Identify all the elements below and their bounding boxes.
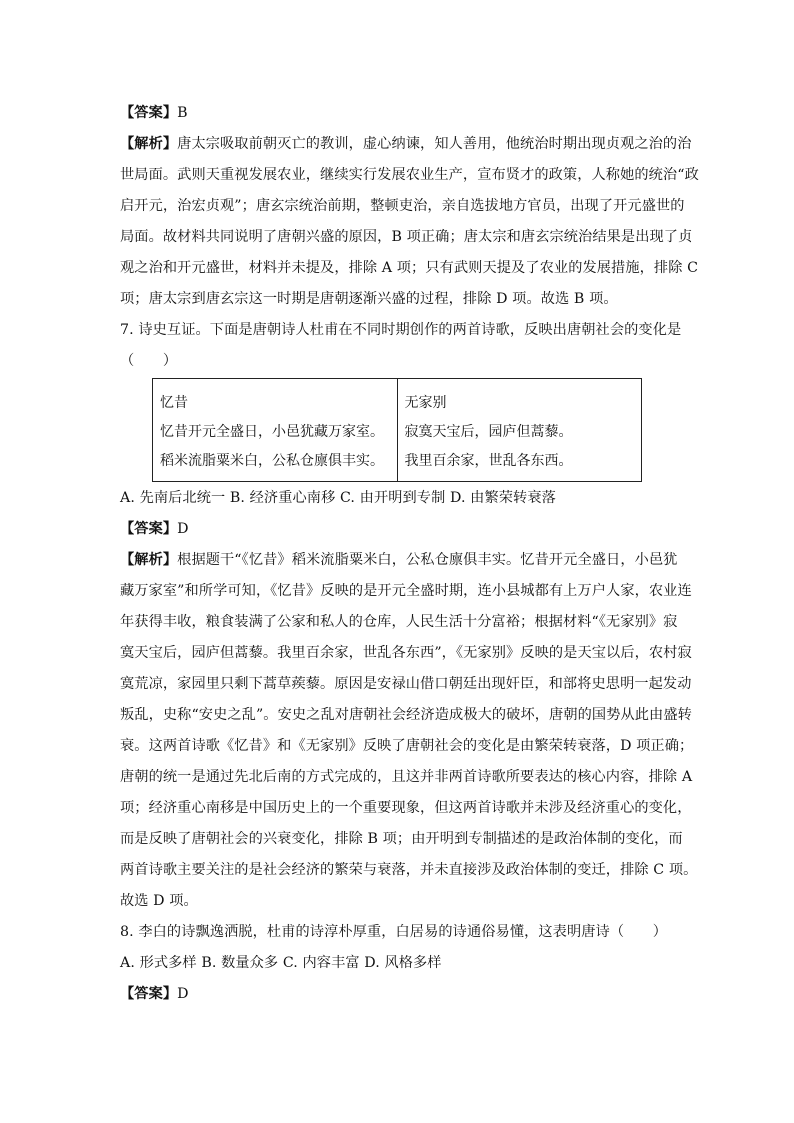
text-line: 寞天宝后，园庐但蒿藜。我里百余家，世乱各东西”，《无家别》反映的是天宝以后，农村寂 xyxy=(120,645,692,661)
poem-line: 我里百余家，世乱各东西。 xyxy=(404,453,573,469)
analysis-text: 根据题干“《忆昔》稻米流脂粟米白，公私仓廪俱丰实。忆昔开元全盛日，小邑犹 xyxy=(177,552,678,568)
question-7-options: A. 先南后北统一 B. 经济重心南移 C. 由开明到专制 D. 由繁荣转衰落 xyxy=(120,490,556,506)
answer-line xyxy=(120,103,188,123)
poem-title: 忆昔 xyxy=(160,395,188,411)
question-7-stem: 7. 诗史互证。下面是唐朝诗人杜甫在不同时期创作的两首诗歌，反映出唐朝社会的变化是 xyxy=(120,322,682,338)
poem-line: 稻米流脂粟米白，公私仓廪俱丰实。 xyxy=(160,453,384,469)
analysis-line xyxy=(120,134,692,154)
analysis-text: 唐太宗吸取前朝灭亡的教训，虚心纳谏，知人善用，他统治时期出现贞观之治的治 xyxy=(177,136,692,152)
answer-line xyxy=(120,519,189,539)
question-8-stem: 8. 李白的诗飘逸洒脱，杜甫的诗淳朴厚重，白居易的诗通俗易懂，这表明唐诗（ ） xyxy=(120,924,667,940)
analysis-line xyxy=(120,550,677,570)
text-line: 世局面。武则天重视发展农业，继续实行发展农业生产，宣布贤才的政策，人称她的统治“政 xyxy=(120,167,699,183)
text-line: 项；唐太宗到唐玄宗这一时期是唐朝逐渐兴盛的过程，排除 D 项。故选 B 项。 xyxy=(120,291,618,307)
text-line: 藏万家室”和所学可知，《忆昔》反映的是开元全盛时期，连小县城都有上万户人家，农业连 xyxy=(120,583,692,599)
answer-line xyxy=(120,984,189,1004)
question-8-options: A. 形式多样 B. 数量众多 C. 内容丰富 D. 风格多样 xyxy=(120,955,442,971)
poem-line: 寂寞天宝后，园庐但蒿藜。 xyxy=(404,424,573,440)
answer-text: B xyxy=(177,105,188,121)
answer-text: D xyxy=(177,521,189,537)
text-line: 局面。故材料共同说明了唐朝兴盛的原因，B 项正确；唐太宗和唐玄宗统治结果是出现了贞 xyxy=(120,229,693,245)
text-line: 寞荒凉，家园里只剩下蒿草蒺藜。原因是安禄山借口朝廷出现奸臣，和部将史思明一起发动 xyxy=(120,676,692,692)
answer-tag: 【答案】 xyxy=(120,521,178,537)
text-line: 启开元，治宏贞观”；唐玄宗统治前期，整顿吏治，亲自选拔地方官员，出现了开元盛世的 xyxy=(120,198,685,214)
text-line: 年获得丰收，粮食装满了公家和私人的仓库，人民生活十分富裕；根据材料“《无家别》寂 xyxy=(120,614,678,630)
answer-tag: 【答案】 xyxy=(120,986,178,1002)
poem-cell-yixi xyxy=(153,379,398,482)
text-line: 叛乱，史称“安史之乱”。安史之乱对唐朝社会经济造成极大的破坏，唐朝的国势从此由盛转 xyxy=(120,707,692,723)
text-line: 观之治和开元盛世，材料并未提及，排除 A 项；只有武则天提及了农业的发展措施，排除 C xyxy=(120,260,699,276)
text-line: 项；经济重心南移是中国历史上的一个重要现象，但这两首诗歌并未涉及经济重心的变化， xyxy=(120,800,692,816)
analysis-tag: 【解析】 xyxy=(120,136,178,152)
answer-text: D xyxy=(177,986,189,1002)
poems-table xyxy=(152,378,642,482)
text-line: 唐朝的统一是通过先北后南的方式完成的，且这并非两首诗歌所要表达的核心内容，排除 A xyxy=(120,769,693,785)
text-line: 衰。这两首诗歌《忆昔》和《无家别》反映了唐朝社会的变化是由繁荣转衰落，D 项正确； xyxy=(120,738,694,754)
text-line: 故选 D 项。 xyxy=(120,893,198,909)
poem-title: 无家别 xyxy=(404,395,447,411)
text-line: 两首诗歌主要关注的是社会经济的繁荣与衰落，并未直接涉及政治体制的变迁，排除 C 项。 xyxy=(120,862,698,878)
poem-cell-wujiabie xyxy=(397,379,642,482)
text-line: 而是反映了唐朝社会的兴衰变化，排除 B 项；由开明到专制描述的是政治体制的变化，而 xyxy=(120,831,683,847)
question-7-blank: （ ） xyxy=(120,353,178,369)
answer-tag: 【答案】 xyxy=(120,105,178,121)
analysis-tag: 【解析】 xyxy=(120,552,178,568)
poem-line: 忆昔开元全盛日，小邑犹藏万家室。 xyxy=(160,424,384,440)
